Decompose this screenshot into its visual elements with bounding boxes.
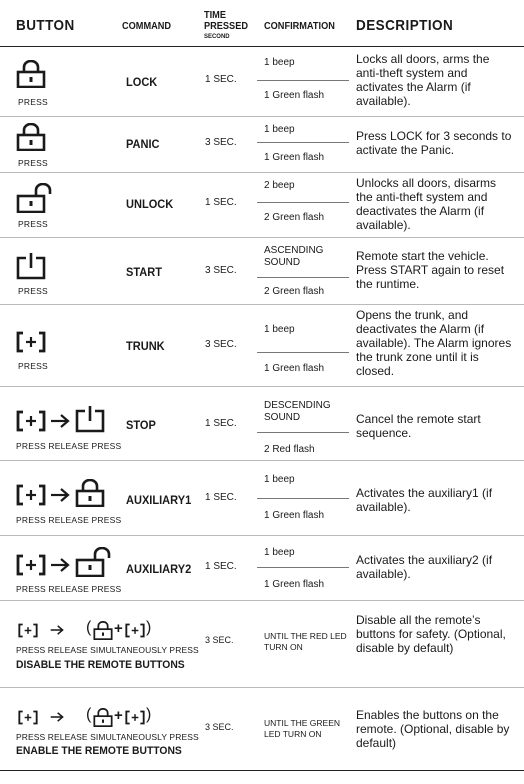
plus-sign: + bbox=[114, 707, 123, 724]
confirmation-divider bbox=[257, 432, 349, 433]
trunk-icon bbox=[125, 623, 145, 638]
time-label: 1 SEC. bbox=[205, 197, 237, 208]
time-label: 1 SEC. bbox=[205, 492, 237, 503]
description-text: Unlocks all doors, disarms the anti-theft system and deactivates the Alarm (if available). bbox=[356, 176, 497, 232]
trunk-icon bbox=[125, 710, 145, 725]
press-label: PRESS bbox=[18, 286, 48, 296]
table-row bbox=[0, 601, 524, 688]
combo-title: DISABLE THE REMOTE BUTTONS bbox=[16, 659, 185, 671]
header-time-line1: TIME bbox=[204, 10, 226, 21]
confirmation-text: UNTIL THE RED LED TURN ON bbox=[264, 631, 347, 652]
trunk-icon bbox=[16, 484, 46, 506]
confirmation-primary: 2 beep bbox=[264, 180, 295, 191]
press-sequence-label: PRESS RELEASE SIMULTANEOUSLY PRESS bbox=[16, 732, 199, 742]
table-row bbox=[0, 305, 524, 387]
command-label: AUXILIARY2 bbox=[126, 562, 192, 576]
close-paren: ) bbox=[146, 619, 152, 636]
table-row bbox=[0, 688, 524, 771]
header-command: COMMAND bbox=[122, 21, 172, 32]
press-label: PRESS bbox=[18, 219, 48, 229]
table-row bbox=[0, 173, 524, 238]
command-label: UNLOCK bbox=[126, 197, 174, 211]
confirmation-secondary: 1 Green flash bbox=[264, 152, 325, 163]
confirmation-primary: 1 beep bbox=[264, 57, 295, 68]
table-row bbox=[0, 238, 524, 305]
time-label: 1 SEC. bbox=[205, 74, 237, 85]
lock-icon bbox=[16, 123, 46, 151]
close-paren: ) bbox=[146, 706, 152, 723]
time-label: 3 SEC. bbox=[205, 635, 234, 645]
trunk-icon bbox=[18, 623, 38, 638]
description-text: Disable all the remote’s buttons for safety. (Optional, disable by default) bbox=[356, 613, 506, 655]
arrow-right-icon bbox=[50, 488, 70, 502]
confirmation-secondary: 1 Green flash bbox=[264, 579, 325, 590]
header-button: BUTTON bbox=[16, 17, 75, 34]
command-label: PANIC bbox=[126, 137, 160, 151]
table-row bbox=[0, 536, 524, 601]
press-release-press-label: PRESS RELEASE PRESS bbox=[16, 584, 122, 594]
description-text: Enables the buttons on the remote. (Optional, disable by default) bbox=[356, 708, 510, 750]
confirmation-text: UNTIL THE GREEN LED TURN ON bbox=[264, 718, 341, 739]
confirmation-divider bbox=[257, 352, 349, 353]
confirmation-primary: 1 beep bbox=[264, 324, 295, 335]
command-label: AUXILIARY1 bbox=[126, 493, 192, 507]
confirmation-primary: 1 beep bbox=[264, 547, 295, 558]
description-text: Locks all doors, arms the anti-theft system and activates the Alarm (if available). bbox=[356, 52, 490, 108]
table-row bbox=[0, 47, 524, 117]
power-icon bbox=[75, 405, 105, 433]
press-label: PRESS bbox=[18, 361, 48, 371]
table-row bbox=[0, 461, 524, 536]
command-label: LOCK bbox=[126, 75, 158, 89]
press-label: PRESS bbox=[18, 158, 48, 168]
confirmation-secondary: 2 Green flash bbox=[264, 212, 325, 223]
command-label: TRUNK bbox=[126, 339, 165, 353]
open-paren: ( bbox=[86, 619, 92, 636]
header-time-line2: PRESSED bbox=[204, 21, 248, 32]
lock-icon bbox=[16, 60, 46, 88]
header-confirmation: CONFIRMATION bbox=[264, 21, 335, 32]
confirmation-primary: DESCENDING SOUND bbox=[264, 400, 331, 423]
table-header bbox=[0, 0, 524, 47]
command-label: START bbox=[126, 265, 162, 279]
confirmation-primary: 1 beep bbox=[264, 124, 295, 135]
press-release-press-label: PRESS RELEASE PRESS bbox=[16, 515, 122, 525]
table-row bbox=[0, 117, 524, 173]
arrow-right-icon bbox=[50, 558, 70, 572]
time-label: 1 SEC. bbox=[205, 418, 237, 429]
press-label: PRESS bbox=[18, 97, 48, 107]
lock-icon bbox=[93, 708, 113, 727]
press-sequence-label: PRESS RELEASE SIMULTANEOUSLY PRESS bbox=[16, 645, 199, 655]
plus-sign: + bbox=[114, 620, 123, 637]
command-label: STOP bbox=[126, 418, 156, 432]
confirmation-divider bbox=[257, 498, 349, 499]
confirmation-secondary: 1 Green flash bbox=[264, 363, 325, 374]
press-release-press-label: PRESS RELEASE PRESS bbox=[16, 441, 122, 451]
lock-icon bbox=[93, 621, 113, 640]
trunk-icon bbox=[16, 410, 46, 432]
unlock-icon bbox=[75, 547, 111, 577]
confirmation-divider bbox=[257, 277, 349, 278]
open-paren: ( bbox=[86, 706, 92, 723]
header-time-unit: SECOND bbox=[204, 33, 230, 40]
time-label: 1 SEC. bbox=[205, 561, 237, 572]
description-text: Activates the auxiliary2 (if available). bbox=[356, 553, 493, 581]
confirmation-divider bbox=[257, 80, 349, 81]
arrow-right-icon bbox=[50, 712, 64, 722]
description-text: Opens the trunk, and deactivates the Alarm (if available). The Alarm ignores the trunk zone until it is closed. bbox=[356, 308, 512, 378]
confirmation-secondary: 1 Green flash bbox=[264, 510, 325, 521]
time-label: 3 SEC. bbox=[205, 722, 234, 732]
trunk-icon bbox=[16, 331, 46, 353]
confirmation-divider bbox=[257, 567, 349, 568]
time-label: 3 SEC. bbox=[205, 137, 237, 148]
lock-icon bbox=[75, 479, 105, 507]
table-row bbox=[0, 387, 524, 461]
arrow-right-icon bbox=[50, 625, 64, 635]
description-text: Press LOCK for 3 seconds to activate the Panic. bbox=[356, 129, 512, 157]
trunk-icon bbox=[18, 710, 38, 725]
unlock-icon bbox=[16, 183, 52, 213]
arrow-right-icon bbox=[50, 414, 70, 428]
description-text: Remote start the vehicle. Press START again to reset the runtime. bbox=[356, 249, 505, 291]
confirmation-secondary: 2 Green flash bbox=[264, 286, 325, 297]
time-label: 3 SEC. bbox=[205, 265, 237, 276]
confirmation-primary: ASCENDING SOUND bbox=[264, 245, 324, 268]
confirmation-divider bbox=[257, 142, 349, 143]
confirmation-secondary: 1 Green flash bbox=[264, 90, 325, 101]
combo-title: ENABLE THE REMOTE BUTTONS bbox=[16, 745, 182, 757]
header-description: DESCRIPTION bbox=[356, 17, 454, 34]
trunk-icon bbox=[16, 554, 46, 576]
description-text: Cancel the remote start sequence. bbox=[356, 412, 481, 440]
time-label: 3 SEC. bbox=[205, 339, 237, 350]
confirmation-primary: 1 beep bbox=[264, 474, 295, 485]
confirmation-secondary: 2 Red flash bbox=[264, 444, 315, 455]
header-time bbox=[204, 10, 248, 41]
power-icon bbox=[16, 252, 46, 280]
confirmation-divider bbox=[257, 202, 349, 203]
description-text: Activates the auxiliary1 (if available). bbox=[356, 486, 493, 514]
